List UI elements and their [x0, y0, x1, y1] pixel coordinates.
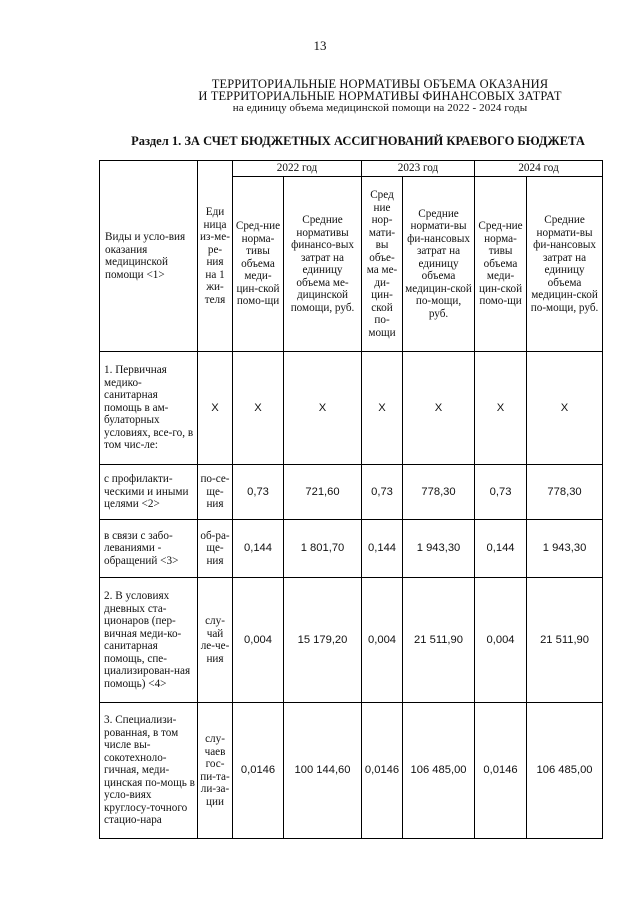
- row-label: 3. Специализи-рованная, в том числе вы-сокотехноло-гичная, меди-цинская по-мощь в усло-виях круглосу-точного стацио-нара: [100, 703, 198, 839]
- row-label: 1. Первичная медико-санитарная помощь в ам-булаторных условиях, все-го, в том чис-ле:: [100, 352, 198, 465]
- cell-2022-cost: 721,60: [284, 465, 362, 520]
- cell-2023-cost: X: [403, 352, 475, 465]
- cell-2023-volume: X: [362, 352, 403, 465]
- document-title: [120, 78, 640, 114]
- table-row: [100, 520, 603, 578]
- row-unit: X: [198, 352, 233, 465]
- table-row: [100, 703, 603, 839]
- cell-2022-cost: 1 801,70: [284, 520, 362, 578]
- cell-2022-volume: X: [233, 352, 284, 465]
- title-line-3: на единицу объема медицинской помощи на 2022 - 2024 годы: [232, 102, 528, 114]
- cell-2024-cost: X: [527, 352, 603, 465]
- cell-2023-cost: 21 511,90: [403, 578, 475, 703]
- cell-2022-volume: 0,73: [233, 465, 284, 520]
- cell-2023-cost: 106 485,00: [403, 703, 475, 839]
- header-year-2024: 2024 год: [475, 161, 603, 177]
- cell-2022-volume: 0,0146: [233, 703, 284, 839]
- row-label: в связи с забо-леваниями - обращений <3>: [100, 520, 198, 578]
- cell-2024-volume: 0,0146: [475, 703, 527, 839]
- table-row: [100, 465, 603, 520]
- header-2024-volume-norm: Сред-ние норма-тивы объема меди-цин-ской помо-щи: [475, 177, 527, 352]
- header-unit: Еди ница из-ме-ре-ния на 1 жи-теля: [198, 161, 233, 352]
- header-2023-cost-norm: Средние нормати-вы фи-нансовых затрат на единицу объема медицин-ской по-мощи, руб.: [403, 177, 475, 352]
- cell-2024-volume: 0,73: [475, 465, 527, 520]
- header-2022-volume-norm: Сред-ние норма-тивы объема меди-цин-ской помо-щи: [233, 177, 284, 352]
- page-number: 13: [313, 38, 327, 53]
- header-kinds-of-care: Виды и усло-вия оказания медицинской помощи <1>: [100, 161, 198, 352]
- title-line-2: И ТЕРРИТОРИАЛЬНЫЕ НОРМАТИВЫ ФИНАНСОВЫХ ЗАТРАТ: [198, 89, 562, 103]
- table-row: [100, 352, 603, 465]
- header-2023-volume-norm: Сред ние нор-мати-вы объе-ма ме-ди-цин-ской по-мощи: [362, 177, 403, 352]
- cell-2023-cost: 1 943,30: [403, 520, 475, 578]
- cell-2024-volume: 0,004: [475, 578, 527, 703]
- header-2022-cost-norm: Средние нормативы финансо-вых затрат на единицу объема ме-дицинской помощи, руб.: [284, 177, 362, 352]
- cell-2022-volume: 0,144: [233, 520, 284, 578]
- cell-2024-volume: X: [475, 352, 527, 465]
- cell-2023-volume: 0,73: [362, 465, 403, 520]
- row-label: 2. В условиях дневных ста-ционаров (пер-вичная меди-ко-санитарная помощь, спе-циализирован-ная помощь) <4>: [100, 578, 198, 703]
- row-unit: слу-чаев гос-пи-та-ли-за-ции: [198, 703, 233, 839]
- header-2024-cost-norm: Средние нормати-вы фи-нансовых затрат на единицу объема медицин-ской по-мощи, руб.: [527, 177, 603, 352]
- cell-2024-cost: 21 511,90: [527, 578, 603, 703]
- title-line-1: ТЕРРИТОРИАЛЬНЫЕ НОРМАТИВЫ ОБЪЕМА ОКАЗАНИЯ: [211, 77, 549, 91]
- row-label: с профилакти-ческими и иными целями <2>: [100, 465, 198, 520]
- section-heading: Раздел 1. ЗА СЧЕТ БЮДЖЕТНЫХ АССИГНОВАНИЙ КРАЕВОГО БЮДЖЕТА: [131, 134, 585, 148]
- cell-2024-cost: 1 943,30: [527, 520, 603, 578]
- row-unit: слу-чай ле-че-ния: [198, 578, 233, 703]
- row-unit: по-се-ще-ния: [198, 465, 233, 520]
- header-year-2023: 2023 год: [362, 161, 475, 177]
- cell-2024-cost: 778,30: [527, 465, 603, 520]
- cell-2022-volume: 0,004: [233, 578, 284, 703]
- norms-table: [99, 160, 603, 839]
- cell-2022-cost: 15 179,20: [284, 578, 362, 703]
- cell-2023-volume: 0,0146: [362, 703, 403, 839]
- header-year-2022: 2022 год: [233, 161, 362, 177]
- cell-2022-cost: X: [284, 352, 362, 465]
- cell-2024-volume: 0,144: [475, 520, 527, 578]
- cell-2022-cost: 100 144,60: [284, 703, 362, 839]
- cell-2023-volume: 0,004: [362, 578, 403, 703]
- table-row: [100, 578, 603, 703]
- header-years-row: [100, 161, 603, 177]
- cell-2023-cost: 778,30: [403, 465, 475, 520]
- cell-2024-cost: 106 485,00: [527, 703, 603, 839]
- row-unit: об-ра-ще-ния: [198, 520, 233, 578]
- cell-2023-volume: 0,144: [362, 520, 403, 578]
